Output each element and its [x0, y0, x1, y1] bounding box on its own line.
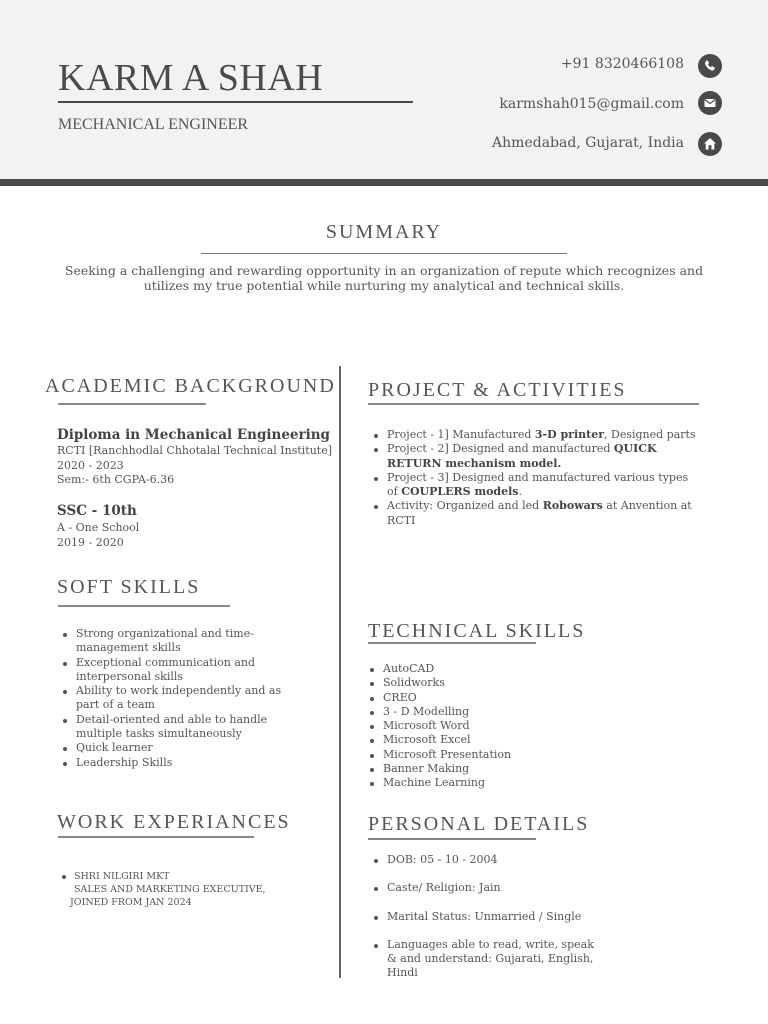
candidate-name: KARM A SHAH: [58, 57, 324, 99]
education-years: 2019 - 2020: [57, 535, 124, 549]
summary-text: Seeking a challenging and rewarding opportunity in an organization of repute which recognizes and utilizes my true potential while nurturing my analytical and technical skills.: [64, 263, 704, 293]
education-entry-ssc: [57, 503, 139, 550]
academic-rule: [58, 403, 206, 405]
location: Ahmedabad, Gujarat, India: [492, 135, 684, 151]
education-institute: A - One School: [57, 521, 140, 534]
column-divider: [339, 366, 341, 978]
list-item: Marital Status: Unmarried / Single: [387, 910, 597, 924]
list-item: Quick learner: [76, 741, 301, 755]
technical-skills-list: [363, 662, 663, 791]
list-item: Microsoft Presentation: [383, 748, 663, 762]
personal-details-list: [367, 853, 597, 981]
list-item: Activity: Organized and led Robowars at Anvention at RCTI: [387, 499, 697, 528]
summary-rule: [201, 253, 567, 254]
list-item: CREO: [383, 691, 663, 705]
envelope-icon: [698, 91, 722, 115]
list-item: Leadership Skills: [76, 756, 301, 770]
list-item: Project - 3] Designed and manufactured various types of COUPLERS models.: [387, 471, 697, 500]
projects-rule: [368, 403, 699, 405]
work-rule: [58, 836, 254, 838]
personal-details-rule: [368, 838, 536, 840]
academic-title: ACADEMIC BACKGROUND: [45, 375, 336, 397]
header-divider-bar: [0, 179, 768, 186]
list-item: Machine Learning: [383, 776, 663, 790]
work-company: SHRI NILGIRI MKT: [74, 871, 170, 882]
education-entry-diploma: [57, 427, 332, 488]
list-item: Languages able to read, write, speak & and understand: Gujarati, English, Hindi: [387, 938, 597, 981]
work-title: WORK EXPERIANCES: [57, 811, 291, 833]
phone-number[interactable]: +91 8320466108: [560, 56, 684, 72]
list-item: Solidworks: [383, 676, 663, 690]
technical-skills-title: TECHNICAL SKILLS: [368, 620, 586, 642]
list-item: Microsoft Word: [383, 719, 663, 733]
list-item: Project - 2] Designed and manufactured QUICK RETURN mechanism model.: [387, 442, 697, 471]
list-item: Project - 1] Manufactured 3-D printer, Designed parts: [387, 428, 696, 441]
work-entry: [62, 870, 266, 909]
education-institute: RCTI [Ranchhodlal Chhotalal Technical Institute]: [57, 444, 333, 457]
education-degree: Diploma in Mechanical Engineering: [57, 427, 330, 443]
list-item: DOB: 05 - 10 - 2004: [387, 853, 597, 867]
list-item: Caste/ Religion: Jain: [387, 881, 597, 895]
email-address[interactable]: karmshah015@gmail.com: [499, 96, 684, 112]
candidate-role: MECHANICAL ENGINEER: [58, 116, 249, 133]
education-degree: SSC - 10th: [57, 503, 137, 519]
education-years: 2020 - 2023: [57, 458, 124, 472]
list-item: 3 - D Modelling: [383, 705, 663, 719]
list-item: Strong organizational and time-management skills: [76, 627, 301, 656]
home-icon: [698, 132, 722, 156]
education-grade: Sem:- 6th CGPA-6.36: [57, 473, 175, 486]
list-item: Ability to work independently and as part of a team: [76, 684, 301, 713]
personal-details-title: PERSONAL DETAILS: [368, 813, 590, 835]
work-position: SALES AND MARKETING EXECUTIVE,: [74, 884, 266, 895]
summary-title: SUMMARY: [325, 221, 443, 243]
soft-skills-rule: [58, 605, 230, 607]
phone-icon: [698, 54, 722, 78]
soft-skills-list: [56, 627, 301, 770]
list-item: Microsoft Excel: [383, 733, 663, 747]
name-underline: [58, 101, 413, 103]
projects-list: [367, 428, 697, 528]
list-item: Exceptional communication and interpersonal skills: [76, 656, 301, 685]
list-item: Banner Making: [383, 762, 663, 776]
soft-skills-title: SOFT SKILLS: [57, 576, 201, 598]
projects-title: PROJECT & ACTIVITIES: [368, 379, 627, 401]
list-item: Detail-oriented and able to handle multiple tasks simultaneously: [76, 713, 301, 742]
technical-skills-rule: [368, 642, 536, 644]
bullet: [62, 875, 66, 879]
work-joined: JOINED FROM JAN 2024: [70, 897, 192, 908]
list-item: AutoCAD: [383, 662, 663, 676]
